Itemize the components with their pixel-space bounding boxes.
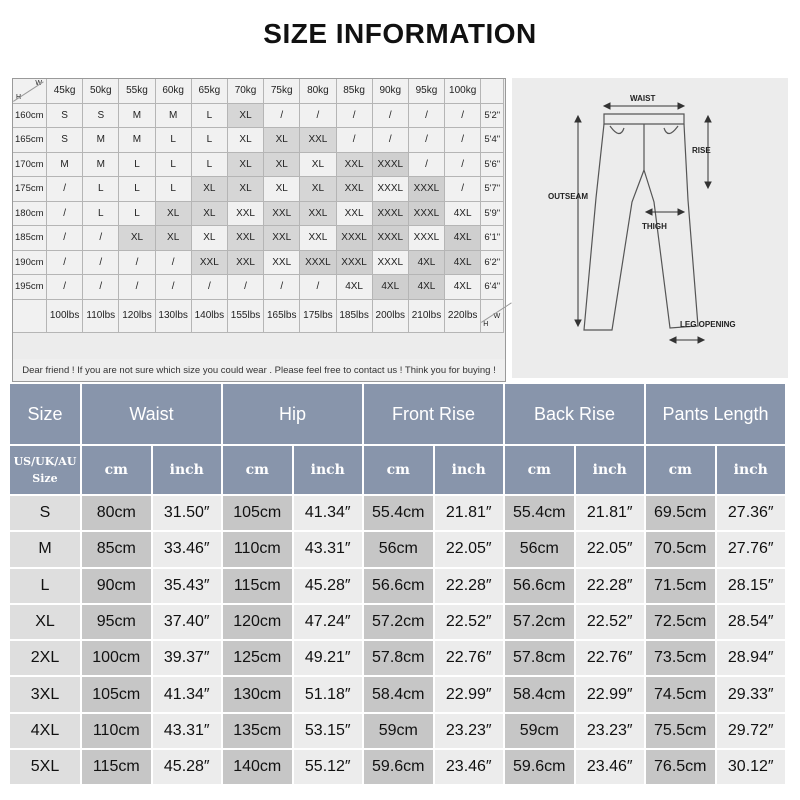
recommended-size-cell: / bbox=[409, 104, 445, 129]
weight-kg-header: 65kg bbox=[192, 79, 228, 104]
cm-unit-header: cm bbox=[82, 446, 153, 496]
cm-value-cell: 105cm bbox=[223, 496, 294, 532]
cm-value-cell: 71.5cm bbox=[646, 569, 717, 605]
inch-value-cell: 37.40″ bbox=[153, 605, 224, 641]
size-measurement-table bbox=[10, 384, 790, 786]
recommended-size-cell: / bbox=[373, 128, 409, 153]
inch-value-cell: 22.05″ bbox=[576, 532, 647, 568]
height-ft-label: 5'4" bbox=[481, 128, 504, 153]
cm-value-cell: 57.2cm bbox=[364, 605, 435, 641]
pants-length-column-header: Pants Length bbox=[646, 384, 787, 446]
inch-value-cell: 23.23″ bbox=[435, 714, 506, 750]
recommended-size-cell: 4XL bbox=[445, 251, 481, 276]
recommended-size-cell: 4XL bbox=[445, 275, 481, 300]
weight-kg-header-row bbox=[13, 79, 505, 104]
recommended-size-cell: / bbox=[228, 275, 264, 300]
cm-value-cell: 73.5cm bbox=[646, 641, 717, 677]
recommended-size-cell: / bbox=[264, 104, 300, 129]
recommended-size-cell: / bbox=[337, 104, 373, 129]
thigh-label: THIGH bbox=[642, 222, 667, 231]
recommended-size-cell: / bbox=[409, 153, 445, 178]
inch-value-cell: 51.18″ bbox=[294, 677, 365, 713]
waist-label: WAIST bbox=[630, 94, 656, 103]
recommended-size-cell: XL bbox=[300, 153, 336, 178]
inch-value-cell: 22.76″ bbox=[576, 641, 647, 677]
weight-kg-header: 45kg bbox=[47, 79, 83, 104]
inch-value-cell: 33.46″ bbox=[153, 532, 224, 568]
corner-w-label: W bbox=[35, 80, 42, 87]
cm-value-cell: 135cm bbox=[223, 714, 294, 750]
recommended-size-cell: / bbox=[300, 104, 336, 129]
recommended-size-cell: / bbox=[445, 153, 481, 178]
recommended-size-cell: XL bbox=[119, 226, 155, 251]
weight-kg-header: 75kg bbox=[264, 79, 300, 104]
inch-value-cell: 28.54″ bbox=[717, 605, 788, 641]
recommended-size-cell: S bbox=[47, 128, 83, 153]
size-system-label: US/UK/AU bbox=[13, 455, 77, 468]
size-cell: 2XL bbox=[10, 641, 82, 677]
height-cm-label: 165cm bbox=[13, 128, 47, 153]
weight-lbs-label: 165lbs bbox=[264, 300, 300, 333]
rise-label: RISE bbox=[692, 146, 711, 155]
size-cell: L bbox=[10, 569, 82, 605]
cm-value-cell: 59.6cm bbox=[364, 750, 435, 786]
inch-unit-header: inch bbox=[294, 446, 365, 496]
height-cm-label: 175cm bbox=[13, 177, 47, 202]
table-row bbox=[10, 496, 790, 532]
inch-value-cell: 49.21″ bbox=[294, 641, 365, 677]
inch-value-cell: 45.28″ bbox=[294, 569, 365, 605]
recommended-size-cell: / bbox=[83, 251, 119, 276]
recommended-size-cell: / bbox=[47, 177, 83, 202]
recommended-size-cell: L bbox=[83, 202, 119, 227]
inch-value-cell: 55.12″ bbox=[294, 750, 365, 786]
height-row bbox=[13, 128, 505, 153]
inch-value-cell: 23.46″ bbox=[435, 750, 506, 786]
cm-value-cell: 59cm bbox=[505, 714, 576, 750]
height-cm-label: 170cm bbox=[13, 153, 47, 178]
weight-lbs-label: 120lbs bbox=[119, 300, 155, 333]
weight-lbs-label: 140lbs bbox=[192, 300, 228, 333]
recommended-size-cell: 4XL bbox=[409, 275, 445, 300]
recommended-size-cell: XXXL bbox=[337, 226, 373, 251]
height-row bbox=[13, 275, 505, 300]
recommended-size-cell: XL bbox=[264, 128, 300, 153]
recommended-size-cell: XXL bbox=[337, 153, 373, 178]
cm-unit-header: cm bbox=[646, 446, 717, 496]
recommended-size-cell: XXL bbox=[228, 226, 264, 251]
cm-value-cell: 57.8cm bbox=[364, 641, 435, 677]
recommended-size-cell: M bbox=[83, 153, 119, 178]
cm-value-cell: 105cm bbox=[82, 677, 153, 713]
recommended-size-cell: L bbox=[156, 177, 192, 202]
recommended-size-cell: XL bbox=[228, 177, 264, 202]
recommended-size-cell: / bbox=[156, 275, 192, 300]
recommended-size-cell: / bbox=[83, 275, 119, 300]
cm-value-cell: 58.4cm bbox=[364, 677, 435, 713]
inch-value-cell: 22.99″ bbox=[435, 677, 506, 713]
cm-value-cell: 69.5cm bbox=[646, 496, 717, 532]
inch-value-cell: 31.50″ bbox=[153, 496, 224, 532]
corner-h-label: H bbox=[483, 320, 489, 328]
recommended-size-cell: / bbox=[192, 275, 228, 300]
inch-value-cell: 53.15″ bbox=[294, 714, 365, 750]
size-cell: XL bbox=[10, 605, 82, 641]
inch-unit-header: inch bbox=[435, 446, 506, 496]
recommended-size-cell: XXXL bbox=[337, 251, 373, 276]
hip-column-header: Hip bbox=[223, 384, 364, 446]
height-weight-corner bbox=[13, 79, 47, 104]
weight-kg-header: 100kg bbox=[445, 79, 481, 104]
recommended-size-cell: 4XL bbox=[337, 275, 373, 300]
cm-value-cell: 56cm bbox=[505, 532, 576, 568]
height-cm-label: 160cm bbox=[13, 104, 47, 129]
recommended-size-cell: S bbox=[83, 104, 119, 129]
height-cm-label: 190cm bbox=[13, 251, 47, 276]
weight-height-chart bbox=[12, 78, 506, 382]
recommended-size-cell: XXL bbox=[264, 251, 300, 276]
inch-value-cell: 47.24″ bbox=[294, 605, 365, 641]
cm-value-cell: 57.8cm bbox=[505, 641, 576, 677]
cm-value-cell: 70.5cm bbox=[646, 532, 717, 568]
size-cell: M bbox=[10, 532, 82, 568]
recommended-size-cell: L bbox=[119, 153, 155, 178]
recommended-size-cell: L bbox=[119, 177, 155, 202]
cm-value-cell: 90cm bbox=[82, 569, 153, 605]
height-row bbox=[13, 251, 505, 276]
weight-lbs-label: 155lbs bbox=[228, 300, 264, 333]
recommended-size-cell: XXXL bbox=[300, 251, 336, 276]
height-ft-label: 5'6" bbox=[481, 153, 504, 178]
empty-cell bbox=[13, 300, 47, 333]
weight-kg-header: 50kg bbox=[83, 79, 119, 104]
recommended-size-cell: L bbox=[156, 128, 192, 153]
recommended-size-cell: XL bbox=[192, 177, 228, 202]
cm-value-cell: 75.5cm bbox=[646, 714, 717, 750]
inch-value-cell: 21.81″ bbox=[435, 496, 506, 532]
leg-opening-label: LEG OPENING bbox=[680, 320, 736, 329]
waist-column-header: Waist bbox=[82, 384, 223, 446]
inch-value-cell: 28.94″ bbox=[717, 641, 788, 677]
recommended-size-cell: XXL bbox=[337, 177, 373, 202]
height-ft-label: 5'2" bbox=[481, 104, 504, 129]
recommended-size-cell: / bbox=[156, 251, 192, 276]
inch-value-cell: 22.28″ bbox=[576, 569, 647, 605]
recommended-size-cell: XXL bbox=[337, 202, 373, 227]
inch-value-cell: 43.31″ bbox=[294, 532, 365, 568]
weight-kg-header: 55kg bbox=[119, 79, 155, 104]
recommended-size-cell: / bbox=[47, 251, 83, 276]
cm-value-cell: 110cm bbox=[82, 714, 153, 750]
recommended-size-cell: XXL bbox=[228, 251, 264, 276]
outseam-label: OUTSEAM bbox=[548, 192, 588, 201]
table-row bbox=[10, 569, 790, 605]
recommended-size-cell: M bbox=[156, 104, 192, 129]
recommended-size-cell: XL bbox=[192, 226, 228, 251]
cm-value-cell: 140cm bbox=[223, 750, 294, 786]
cm-value-cell: 76.5cm bbox=[646, 750, 717, 786]
back-rise-column-header: Back Rise bbox=[505, 384, 646, 446]
size-cell: 3XL bbox=[10, 677, 82, 713]
recommended-size-cell: XXXL bbox=[409, 177, 445, 202]
height-ft-label: 5'7" bbox=[481, 177, 504, 202]
recommended-size-cell: / bbox=[119, 251, 155, 276]
inch-value-cell: 27.76″ bbox=[717, 532, 788, 568]
inch-value-cell: 22.76″ bbox=[435, 641, 506, 677]
inch-value-cell: 27.36″ bbox=[717, 496, 788, 532]
inch-value-cell: 22.28″ bbox=[435, 569, 506, 605]
height-cm-label: 185cm bbox=[13, 226, 47, 251]
inch-value-cell: 22.05″ bbox=[435, 532, 506, 568]
inch-value-cell: 22.52″ bbox=[435, 605, 506, 641]
cm-value-cell: 56.6cm bbox=[364, 569, 435, 605]
recommended-size-cell: L bbox=[192, 153, 228, 178]
cm-value-cell: 57.2cm bbox=[505, 605, 576, 641]
recommended-size-cell: XXXL bbox=[373, 177, 409, 202]
weight-lbs-label: 210lbs bbox=[409, 300, 445, 333]
recommended-size-cell: / bbox=[409, 128, 445, 153]
inch-value-cell: 28.15″ bbox=[717, 569, 788, 605]
inch-value-cell: 23.46″ bbox=[576, 750, 647, 786]
recommended-size-cell: XXXL bbox=[373, 202, 409, 227]
inch-value-cell: 41.34″ bbox=[294, 496, 365, 532]
table-row bbox=[10, 714, 790, 750]
recommended-size-cell: M bbox=[119, 104, 155, 129]
size-system-header bbox=[10, 446, 82, 496]
recommended-size-cell: S bbox=[47, 104, 83, 129]
height-ft-label: 6'1" bbox=[481, 226, 504, 251]
recommended-size-cell: L bbox=[192, 104, 228, 129]
inch-value-cell: 39.37″ bbox=[153, 641, 224, 677]
cm-value-cell: 80cm bbox=[82, 496, 153, 532]
inch-unit-header: inch bbox=[717, 446, 788, 496]
cm-value-cell: 59cm bbox=[364, 714, 435, 750]
page-title: SIZE INFORMATION bbox=[263, 18, 537, 49]
size-cell: 4XL bbox=[10, 714, 82, 750]
weight-lbs-label: 110lbs bbox=[83, 300, 119, 333]
pants-measurement-diagram bbox=[512, 78, 788, 378]
table-header-row bbox=[10, 384, 790, 446]
weight-kg-header: 85kg bbox=[337, 79, 373, 104]
inch-value-cell: 29.33″ bbox=[717, 677, 788, 713]
recommended-size-cell: / bbox=[47, 226, 83, 251]
recommended-size-cell: / bbox=[445, 177, 481, 202]
weight-lbs-label: 175lbs bbox=[300, 300, 336, 333]
cm-value-cell: 85cm bbox=[82, 532, 153, 568]
recommended-size-cell: XL bbox=[264, 153, 300, 178]
recommended-size-cell: XXXL bbox=[373, 153, 409, 178]
recommended-size-cell: XXL bbox=[264, 202, 300, 227]
weight-kg-header: 60kg bbox=[156, 79, 192, 104]
table-row bbox=[10, 750, 790, 786]
cm-unit-header: cm bbox=[223, 446, 294, 496]
height-row bbox=[13, 177, 505, 202]
recommended-size-cell: XXXL bbox=[409, 202, 445, 227]
recommended-size-cell: XL bbox=[192, 202, 228, 227]
cm-value-cell: 59.6cm bbox=[505, 750, 576, 786]
recommended-size-cell: / bbox=[47, 202, 83, 227]
inch-value-cell: 21.81″ bbox=[576, 496, 647, 532]
recommended-size-cell: XL bbox=[228, 153, 264, 178]
recommended-size-cell: XXXL bbox=[409, 226, 445, 251]
recommended-size-cell: / bbox=[373, 104, 409, 129]
height-cm-label: 195cm bbox=[13, 275, 47, 300]
height-ft-label: 5'9" bbox=[481, 202, 504, 227]
recommended-size-cell: L bbox=[83, 177, 119, 202]
weight-kg-header: 95kg bbox=[409, 79, 445, 104]
inch-value-cell: 22.99″ bbox=[576, 677, 647, 713]
table-row bbox=[10, 677, 790, 713]
cm-value-cell: 100cm bbox=[82, 641, 153, 677]
table-body bbox=[10, 496, 790, 786]
cm-value-cell: 72.5cm bbox=[646, 605, 717, 641]
weight-lbs-label: 220lbs bbox=[445, 300, 481, 333]
recommended-size-cell: / bbox=[337, 128, 373, 153]
cm-value-cell: 58.4cm bbox=[505, 677, 576, 713]
inch-value-cell: 23.23″ bbox=[576, 714, 647, 750]
recommended-size-cell: M bbox=[47, 153, 83, 178]
table-unit-row bbox=[10, 446, 790, 496]
inch-unit-header: inch bbox=[576, 446, 647, 496]
inch-value-cell: 35.43″ bbox=[153, 569, 224, 605]
recommended-size-cell: L bbox=[119, 202, 155, 227]
recommended-size-cell: / bbox=[445, 128, 481, 153]
recommended-size-cell: XXL bbox=[300, 202, 336, 227]
height-cm-label: 180cm bbox=[13, 202, 47, 227]
cm-value-cell: 115cm bbox=[223, 569, 294, 605]
inch-value-cell: 43.31″ bbox=[153, 714, 224, 750]
cm-value-cell: 95cm bbox=[82, 605, 153, 641]
cm-value-cell: 55.4cm bbox=[364, 496, 435, 532]
weight-lbs-row bbox=[13, 300, 505, 333]
height-row bbox=[13, 202, 505, 227]
recommended-size-cell: XXXL bbox=[373, 226, 409, 251]
table-row bbox=[10, 605, 790, 641]
corner-w-label: W bbox=[493, 312, 501, 320]
recommended-size-cell: M bbox=[83, 128, 119, 153]
corner-h-label: H bbox=[16, 93, 22, 101]
weight-kg-header: 90kg bbox=[373, 79, 409, 104]
recommended-size-cell: 4XL bbox=[445, 202, 481, 227]
recommended-size-cell: 4XL bbox=[373, 275, 409, 300]
cm-value-cell: 55.4cm bbox=[505, 496, 576, 532]
recommended-size-cell: / bbox=[264, 275, 300, 300]
height-row bbox=[13, 153, 505, 178]
recommended-size-cell: XXL bbox=[228, 202, 264, 227]
size-column-header: Size bbox=[10, 384, 82, 446]
inch-value-cell: 22.52″ bbox=[576, 605, 647, 641]
height-ft-label: 6'4" bbox=[481, 275, 504, 300]
empty-cell bbox=[481, 79, 504, 104]
recommended-size-cell: XXXL bbox=[373, 251, 409, 276]
recommended-size-cell: XXL bbox=[192, 251, 228, 276]
lbs-corner bbox=[481, 300, 504, 333]
inch-value-cell: 45.28″ bbox=[153, 750, 224, 786]
recommended-size-cell: / bbox=[83, 226, 119, 251]
recommended-size-cell: / bbox=[47, 275, 83, 300]
weight-lbs-label: 130lbs bbox=[156, 300, 192, 333]
weight-kg-header: 80kg bbox=[300, 79, 336, 104]
weight-lbs-label: 185lbs bbox=[337, 300, 373, 333]
inch-value-cell: 29.72″ bbox=[717, 714, 788, 750]
recommended-size-cell: XL bbox=[156, 226, 192, 251]
recommended-size-cell: XL bbox=[264, 177, 300, 202]
cm-value-cell: 56cm bbox=[364, 532, 435, 568]
inch-unit-header: inch bbox=[153, 446, 224, 496]
weight-lbs-label: 100lbs bbox=[47, 300, 83, 333]
height-ft-label: 6'2" bbox=[481, 251, 504, 276]
cm-value-cell: 115cm bbox=[82, 750, 153, 786]
cm-value-cell: 125cm bbox=[223, 641, 294, 677]
recommended-size-cell: / bbox=[445, 104, 481, 129]
cm-unit-header: cm bbox=[364, 446, 435, 496]
contact-note: Dear friend ! If you are not sure which size you could wear . Please feel free to contact us ! Think you for buying ! bbox=[13, 359, 505, 381]
inch-value-cell: 30.12″ bbox=[717, 750, 788, 786]
cm-value-cell: 110cm bbox=[223, 532, 294, 568]
recommended-size-cell: / bbox=[300, 275, 336, 300]
recommended-size-cell: XL bbox=[300, 177, 336, 202]
height-row bbox=[13, 226, 505, 251]
height-row bbox=[13, 104, 505, 129]
cm-unit-header: cm bbox=[505, 446, 576, 496]
weight-lbs-label: 200lbs bbox=[373, 300, 409, 333]
cm-value-cell: 74.5cm bbox=[646, 677, 717, 713]
inch-value-cell: 41.34″ bbox=[153, 677, 224, 713]
cm-value-cell: 120cm bbox=[223, 605, 294, 641]
recommended-size-cell: XXL bbox=[264, 226, 300, 251]
recommended-size-cell: M bbox=[119, 128, 155, 153]
cm-value-cell: 130cm bbox=[223, 677, 294, 713]
recommended-size-cell: XL bbox=[156, 202, 192, 227]
recommended-size-cell: XXL bbox=[300, 128, 336, 153]
recommended-size-cell: 4XL bbox=[445, 226, 481, 251]
table-row bbox=[10, 641, 790, 677]
recommended-size-cell: 4XL bbox=[409, 251, 445, 276]
size-cell: S bbox=[10, 496, 82, 532]
recommended-size-cell: / bbox=[119, 275, 155, 300]
recommended-size-cell: XL bbox=[228, 104, 264, 129]
front-rise-column-header: Front Rise bbox=[364, 384, 505, 446]
table-row bbox=[10, 532, 790, 568]
recommended-size-cell: XL bbox=[228, 128, 264, 153]
recommended-size-cell: L bbox=[192, 128, 228, 153]
size-label: Size bbox=[32, 472, 58, 485]
recommended-size-cell: L bbox=[156, 153, 192, 178]
weight-kg-header: 70kg bbox=[228, 79, 264, 104]
cm-value-cell: 56.6cm bbox=[505, 569, 576, 605]
size-cell: 5XL bbox=[10, 750, 82, 786]
recommended-size-cell: XXL bbox=[300, 226, 336, 251]
